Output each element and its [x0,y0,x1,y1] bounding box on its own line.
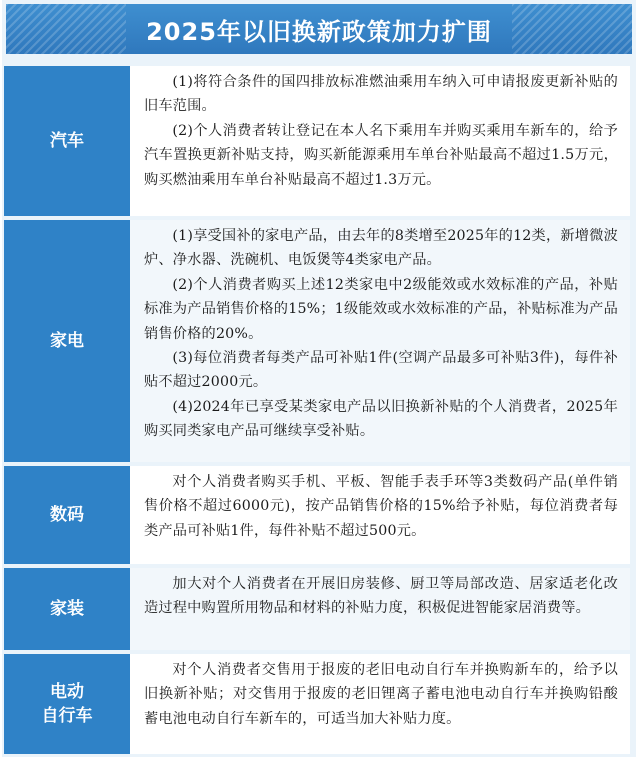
section-appliance [4,220,630,462]
section-digital [4,466,630,564]
section-content-car [130,66,630,216]
section-home-decor [4,568,630,650]
paragraph: 对个人消费者交售用于报废的老旧电动自行车并换购新车的，给予以旧换新补贴；对交售用于报废的老旧锂离子蓄电池电动自行车并换购铅酸蓄电池电动自行车新车的，可适当加大补贴力度。 [144,662,618,727]
paragraph: (4)2024年已享受某类家电产品以旧换新补贴的个人消费者，2025年购买同类家电产品可继续享受补贴。 [144,398,618,440]
paragraph: (1)将符合条件的国四排放标准燃油乘用车纳入可申请报废更新补贴的旧车范围。 [144,74,618,115]
section-label-car: 汽车 [4,66,130,216]
section-ebike [4,654,630,754]
label-line-1: 电动 [50,682,84,702]
section-content-home-decor [130,568,630,650]
section-content-ebike [130,654,630,754]
section-content-digital [130,466,630,564]
section-label-digital: 数码 [4,466,130,564]
page-title: 2025年以旧换新政策加力扩围 [146,17,492,46]
title-banner [6,4,632,54]
paragraph: (2)个人消费者购买上述12类家电中2级能效或水效标准的产品，补贴标准为产品销售价格的15%；1级能效或水效标准的产品，补贴标准为产品销售价格的20%。 [144,276,618,342]
paragraph: 加大对个人消费者在开展旧房装修、厨卫等局部改造、居家适老化改造过程中购置所用物品和材料的补贴力度，积极促进智能家居消费等。 [144,576,618,617]
section-label-appliance: 家电 [4,220,130,462]
paragraph: (1)享受国补的家电产品，由去年的8类增至2025年的12类，新增微波炉、净水器、洗碗机、电饭煲等4类家电产品。 [144,228,618,269]
section-car [4,66,630,216]
section-label-home-decor: 家装 [4,568,130,650]
label-line-2: 自行车 [41,706,93,726]
paragraph: 对个人消费者购买手机、平板、智能手表手环等3类数码产品(单件销售价格不超过6000元)，按产品销售价格的15%给予补贴，每位消费者每类产品可补贴1件，每件补贴不超过500元。 [144,474,618,539]
label-line [42,680,93,728]
paragraph: (2)个人消费者转让登记在本人名下乘用车并购买乘用车新车的，给予汽车置换更新补贴支持，购买新能源乘用车单台补贴最高不超过1.5万元，购买燃油乘用车单台补贴最高不超过1.3万元。 [144,122,618,188]
paragraph: (3)每位消费者每类产品可补贴1件(空调产品最多可补贴3件)，每件补贴不超过2000元。 [144,350,618,391]
section-label-ebike [4,654,130,754]
section-content-appliance [130,220,630,462]
